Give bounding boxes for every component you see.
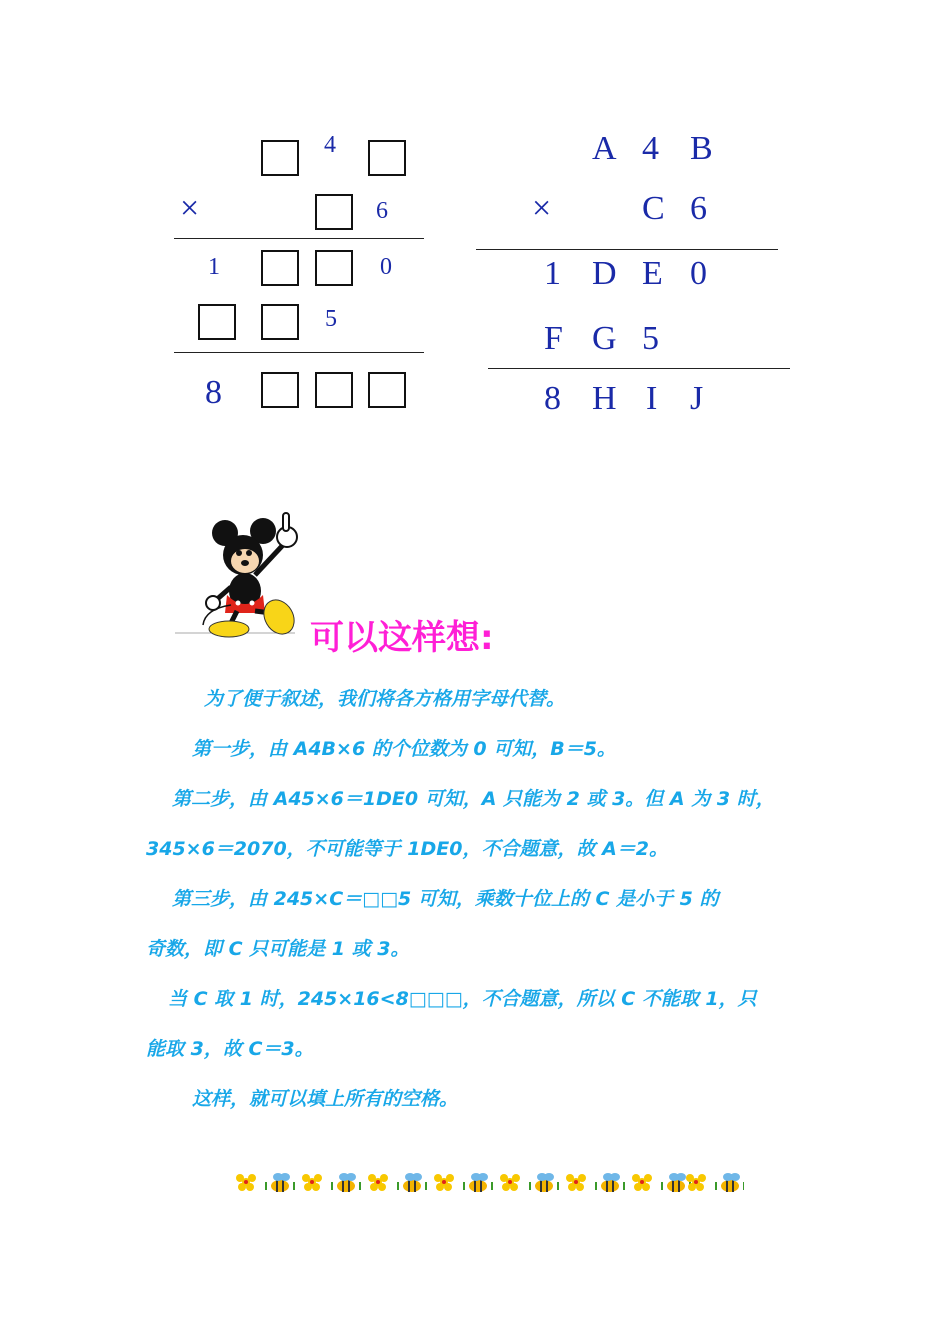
puzzle-letter: I [646,380,658,417]
multiply-sign: × [180,190,200,227]
puzzle-letter: G [592,320,617,357]
puzzle-letter: A [592,130,617,167]
puzzle-letter: 1 [544,255,561,292]
explanation-line: 345×6＝2070，不可能等于 1DE0，不合题意，故 A＝2。 [146,838,669,860]
mickey-mouse-icon [175,505,315,645]
blank-box [315,250,353,286]
divider-line [476,249,778,250]
puzzle-letter: 0 [690,255,707,292]
blank-box [368,140,406,176]
puzzle-letter: F [544,320,563,357]
divider-line [174,352,424,353]
blank-box [368,372,406,408]
blank-box [261,250,299,286]
explanation-line: 为了便于叙述，我们将各方格用字母代替。 [204,688,566,710]
puzzle-letter: 6 [690,190,707,227]
section-heading: 可以这样想: [310,618,494,658]
divider-line [174,238,424,239]
puzzle-letter: H [592,380,617,417]
explanation-line: 能取 3，故 C＝3。 [146,1038,314,1060]
explanation-line: 这样，就可以填上所有的空格。 [192,1088,459,1110]
puzzle-letter: J [690,380,704,417]
puzzle-digit: 0 [380,254,392,280]
puzzle-digit: 8 [205,374,222,411]
blank-box [261,304,299,340]
puzzle-digit: 1 [208,254,220,280]
puzzle-letter: C [642,190,665,227]
puzzle-letter: 5 [642,320,659,357]
divider-line [488,368,790,369]
blank-box [315,372,353,408]
puzzle-digit: 5 [325,306,337,332]
puzzle-letter: D [592,255,617,292]
puzzle-digit: 4 [324,132,336,158]
puzzle-letter: 4 [642,130,659,167]
explanation-line: 第二步，由 A45×6＝1DE0 可知，A 只能为 2 或 3。但 A 为 3 时， [172,788,775,810]
blank-box [315,194,353,230]
multiply-sign: × [532,190,552,227]
puzzle-letter: E [642,255,663,292]
explanation-line: 当 C 取 1 时，245×16<8□□□，不合题意，所以 C 不能取 1，只 [168,988,757,1010]
blank-box [261,140,299,176]
puzzle-letter: 8 [544,380,561,417]
bee-flower-border-icon [236,1168,744,1198]
explanation-line: 第三步，由 245×C＝□□5 可知，乘数十位上的 C 是小于 5 的 [172,888,719,910]
blank-box [261,372,299,408]
explanation-line: 奇数，即 C 只可能是 1 或 3。 [146,938,410,960]
puzzle-letter: B [690,130,713,167]
blank-box [198,304,236,340]
explanation-line: 第一步，由 A4B×6 的个位数为 0 可知，B＝5。 [192,738,616,760]
puzzle-digit: 6 [376,198,388,224]
